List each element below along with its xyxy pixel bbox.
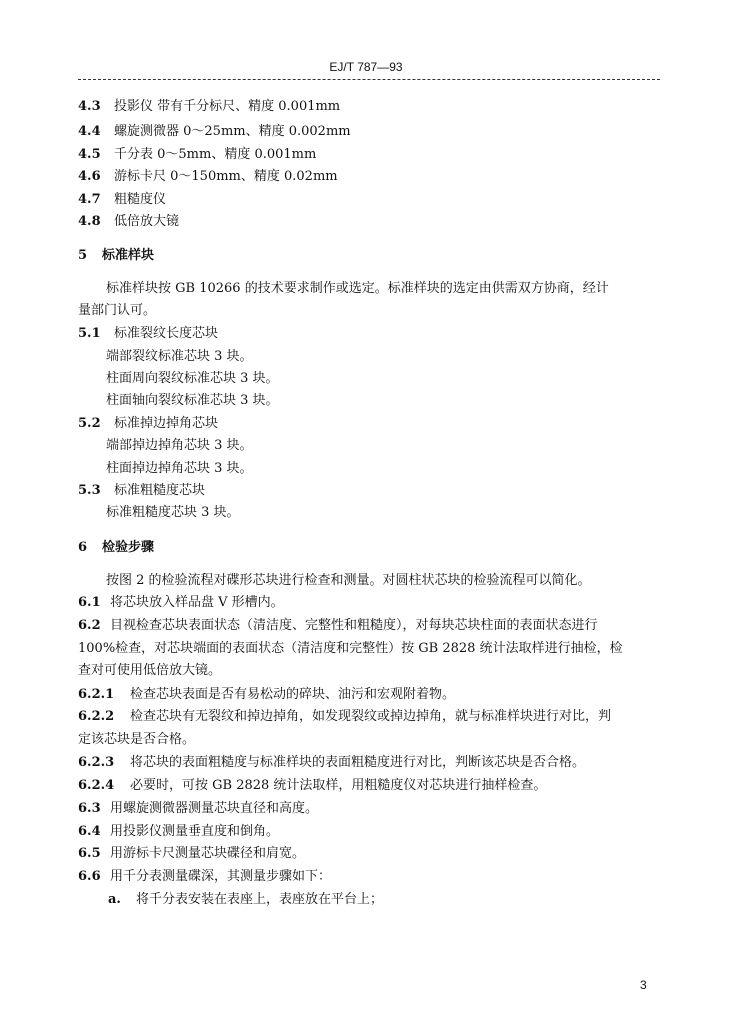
subsection-item: 6.4 用投影仪测量垂直度和倒角。 xyxy=(78,824,280,839)
subsection-item: 6.2 目视检查芯块表面状态（清洁度、完整性和粗糙度），对每块芯块柱面的表面状态进行 xyxy=(78,618,598,633)
list-item: 4.7 粗糙度仪 xyxy=(78,192,167,207)
list-item: 4.8 低倍放大镜 xyxy=(78,214,180,229)
list-item: a. 将千分表安装在表座上，表座放在平台上； xyxy=(108,892,384,907)
paragraph-line: 按图 2 的检验流程对碟形芯块进行检查和测量。对圆柱状芯块的检验流程可以简化。 xyxy=(106,573,591,588)
paragraph-line: 定该芯块是否合格。 xyxy=(78,732,196,747)
list-item: 4.6 游标卡尺 0～150mm、精度 0.02mm xyxy=(78,169,338,184)
list-item: 柱面周向裂纹标准芯块 3 块。 xyxy=(106,371,279,386)
paragraph-line: 量部门认可。 xyxy=(78,303,157,318)
list-item: 4.5 千分表 0～5mm、精度 0.001mm xyxy=(78,147,317,162)
section-heading: 6 检验步骤 xyxy=(78,540,155,555)
page-number: 3 xyxy=(640,978,647,992)
list-item: 4.3 投影仪 带有千分标尺、精度 0.001mm xyxy=(78,99,341,114)
document-header: EJ/T 787—93 xyxy=(329,60,403,74)
paragraph-line: 100%检查，对芯块端面的表面状态（清洁度和完整性）按 GB 2828 统计法取样进行抽检，检 xyxy=(78,641,623,656)
subsection-heading: 5.2 标准掉边掉角芯块 xyxy=(78,416,219,431)
subsection-heading: 5.3 标准粗糙度芯块 xyxy=(78,483,206,498)
list-item: 柱面轴向裂纹标准芯块 3 块。 xyxy=(106,393,279,408)
subsection-heading: 5.1 标准裂纹长度芯块 xyxy=(78,326,219,341)
list-item: 标准粗糙度芯块 3 块。 xyxy=(106,505,240,520)
subsection-item: 6.6 用千分表测量碟深，其测量步骤如下： xyxy=(78,869,332,884)
paragraph-line: 查对可使用低倍放大镜。 xyxy=(78,663,222,678)
list-item: 端部裂纹标准芯块 3 块。 xyxy=(106,349,253,364)
subsection-item: 6.2.3 将芯块的表面粗糙度与标准样块的表面粗糙度进行对比，判断该芯块是否合格。 xyxy=(78,755,586,770)
subsection-item: 6.3 用螺旋测微器测量芯块直径和高度。 xyxy=(78,801,319,816)
paragraph-line: 标准样块按 GB 10266 的技术要求制作或选定。标准样块的选定由供需双方协商，经计 xyxy=(106,281,609,296)
list-item: 柱面掉边掉角芯块 3 块。 xyxy=(106,461,253,476)
subsection-item: 6.1 将芯块放入样品盘 V 形槽内。 xyxy=(78,595,284,610)
subsection-item: 6.2.4 必要时，可按 GB 2828 统计法取样，用粗糙度仪对芯块进行抽样检查。 xyxy=(78,778,547,793)
list-item: 端部掉边掉角芯块 3 块。 xyxy=(106,438,253,453)
subsection-item: 6.2.2 检查芯块有无裂纹和掉边掉角，如发现裂纹或掉边掉角，就与标准样块进行对比，判 xyxy=(78,709,612,724)
header-rule xyxy=(78,79,660,80)
list-item: 4.4 螺旋测微器 0～25mm、精度 0.002mm xyxy=(78,124,351,139)
section-heading: 5 标准样块 xyxy=(78,248,155,263)
subsection-item: 6.5 用游标卡尺测量芯块碟径和肩宽。 xyxy=(78,846,306,861)
subsection-item: 6.2.1 检查芯块表面是否有易松动的碎块、油污和宏观附着物。 xyxy=(78,687,456,702)
